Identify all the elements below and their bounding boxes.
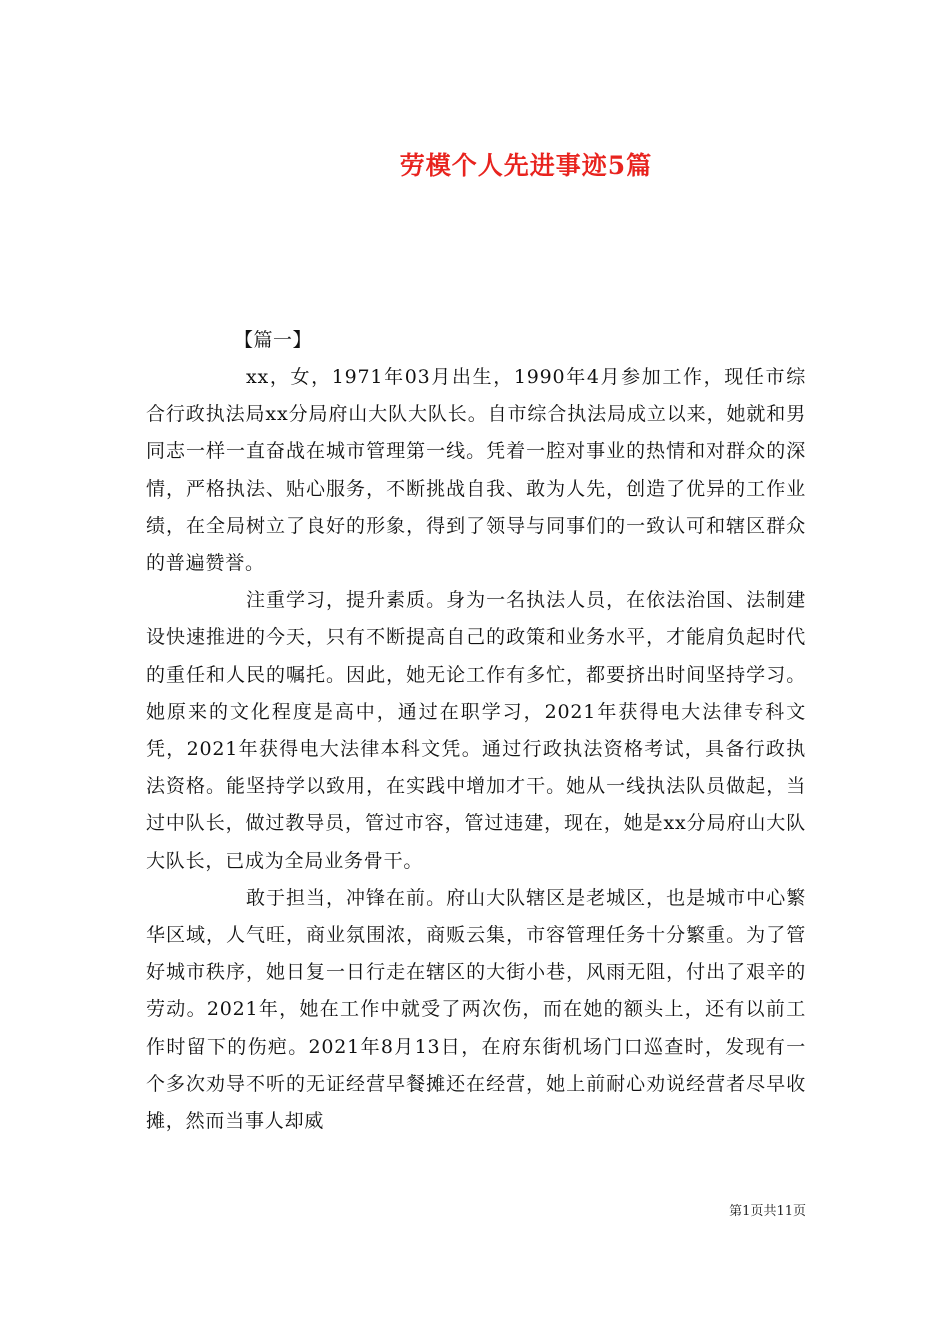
document-body (146, 321, 806, 1140)
paragraph-1: xx，女，1971年03月出生，1990年4月参加工作，现任市综合行政执法局xx分局府山大队大队长。自市综合执法局成立以来，她就和男同志一样一直奋战在城市管理第一线。凭着一腔对事业的热情和对群众的深情，严格执法、贴心服务，不断挑战自我、敢为人先，创造了优异的工作业绩，在全局树立了良好的形象，得到了领导与同事们的一致认可和辖区群众的普遍赞誉。 (146, 366, 806, 575)
paragraph-2: 注重学习，提升素质。身为一名执法人员，在依法治国、法制建设快速推进的今天，只有不断提高自己的政策和业务水平，才能肩负起时代的重任和人民的嘱托。因此，她无论工作有多忙，都要挤出时间坚持学习。她原来的文化程度是高中，通过在职学习，2021年获得电大法律专科文凭，2021年获得电大法律本科文凭。通过行政执法资格考试，具备行政执法资格。能坚持学以致用，在实践中增加才干。她从一线执法队员做起，当过中队长，做过教导员，管过市容，管过违建，现在，她是xx分局府山大队大队长，已成为全局业务骨干。 (146, 589, 806, 872)
page-number-footer: 第1页共11页 (729, 1204, 806, 1219)
section-label: 【篇一】 (234, 329, 313, 351)
paragraph-3: 敢于担当，冲锋在前。府山大队辖区是老城区，也是城市中心繁华区域，人气旺，商业氛围浓，商贩云集，市容管理任务十分繁重。为了管好城市秩序，她日复一日行走在辖区的大街小巷，风雨无阻，付出了艰辛的劳动。2021年，她在工作中就受了两次伤，而在她的额头上，还有以前工作时留下的伤疤。2021年8月13日，在府东街机场门口巡查时，发现有一个多次劝导不听的无证经营早餐摊还在经营，她上前耐心劝说经营者尽早收摊，然而当事人却威 (146, 886, 806, 1133)
page-title: 劳模个人先进事迹5篇 (399, 150, 653, 180)
